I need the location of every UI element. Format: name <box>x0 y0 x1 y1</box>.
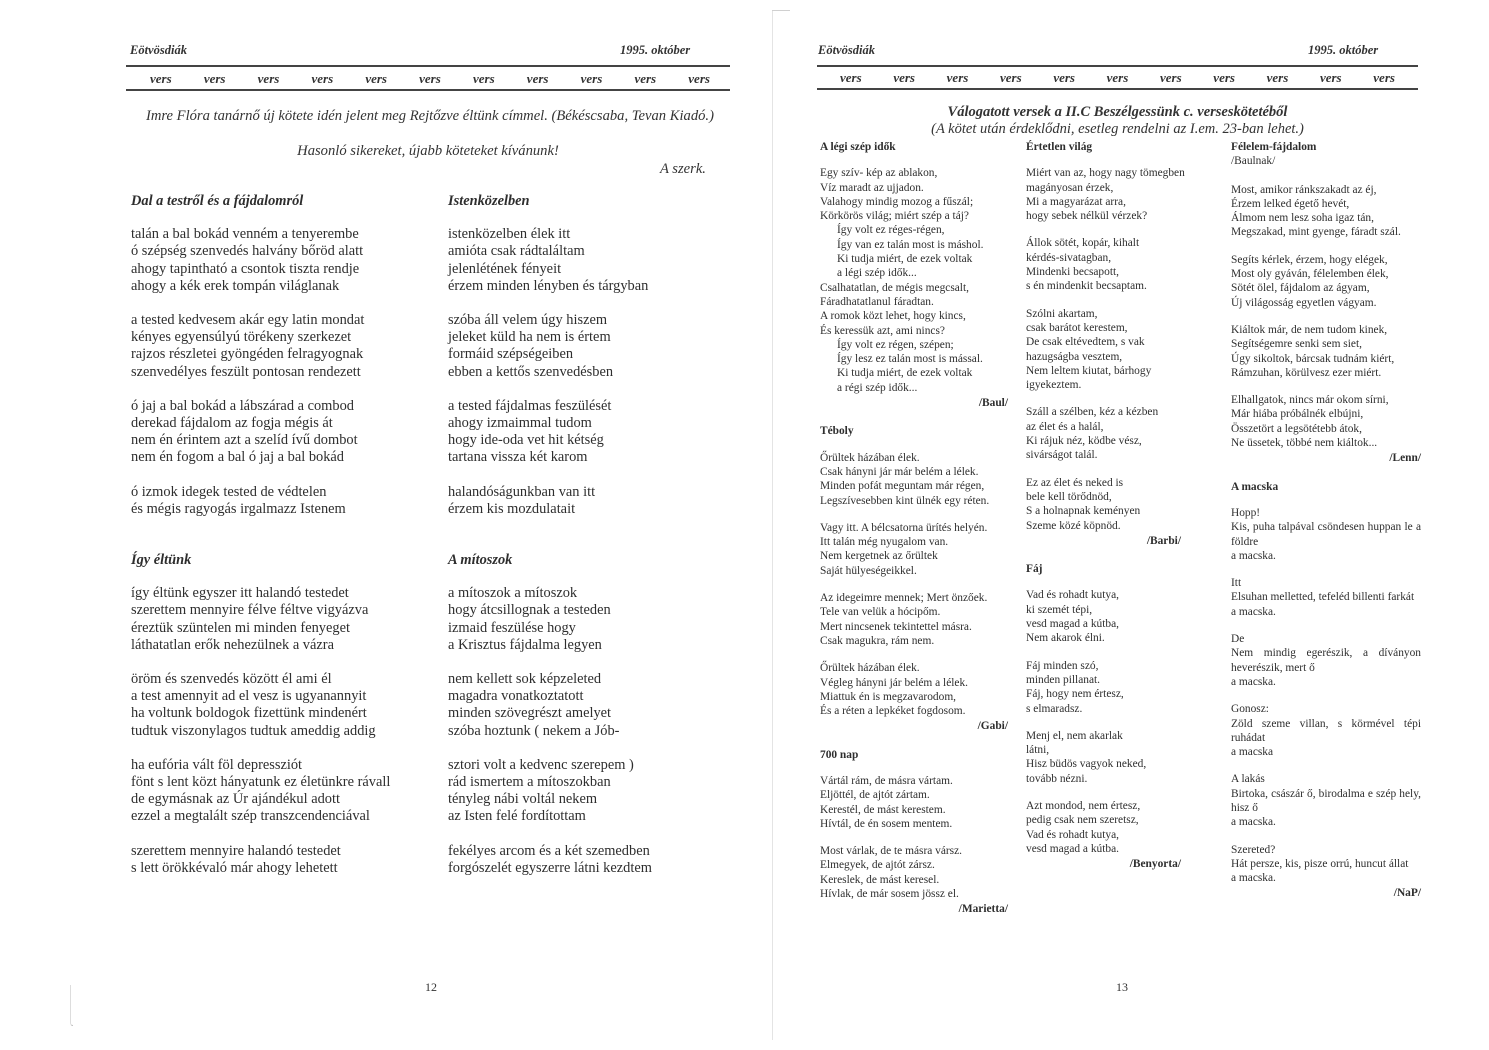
page-number-right: 13 <box>1116 980 1128 994</box>
poem-line: tovább nézni. <box>1026 772 1088 785</box>
poem-line: Fáj, hogy nem értesz, <box>1026 688 1124 701</box>
poem-line: ahogy a kék erek tompán világlanak <box>131 277 340 294</box>
poem-author: /Gabi/ <box>977 720 1008 733</box>
poem-line: Hívtál, de én sosem mentem. <box>820 817 953 830</box>
stanza <box>448 671 652 740</box>
section-label: vers <box>311 71 334 86</box>
poem-line: hogy átcsillognak a testeden <box>448 602 611 619</box>
poem-line: A romok közt lehet, hogy kincs, <box>820 310 966 323</box>
page-number-left: 12 <box>425 980 437 994</box>
stanza <box>820 166 1008 395</box>
poem-line: Vártál rám, de másra vártam. <box>820 774 953 787</box>
poem-line: Egy szív- kép az ablakon, <box>820 167 938 180</box>
section-label: vers <box>1266 70 1289 85</box>
poem-line: éreztük szüntelen mi minden fenyeget <box>131 619 350 636</box>
stanza <box>1026 799 1181 856</box>
stanza <box>448 398 648 467</box>
poem-line: Elsuhan melletted, tefeléd billenti farkát <box>1231 591 1415 604</box>
poem-line: Minden pofát meguntam már régen, <box>820 480 985 493</box>
poem-line: ahogy izmaimmal tudom <box>448 415 592 432</box>
poem-line: Vad és rohadt kutya, <box>1026 589 1119 602</box>
poem-line: Így van ez talán most is máshol. <box>837 238 984 251</box>
stanza <box>448 226 648 295</box>
poem-title: Fáj <box>1026 563 1043 576</box>
poem-line: a régi szép idők... <box>837 381 918 394</box>
poem-line: Az idegeimre mennek; Mert önzőek. <box>820 592 988 605</box>
poem-line: Itt <box>1231 577 1242 590</box>
poem-line: csak barátot kerestem, <box>1026 321 1128 334</box>
poem-line: halandóságunkban van itt <box>448 483 596 500</box>
poem-line: és mégis ragyogás irgalmazz Istenem <box>131 500 346 517</box>
section-label: vers <box>365 71 387 86</box>
poem-line: a Krisztus fájdalma legyen <box>448 636 602 653</box>
poem-line: Legszívesebben kint ülnék egy réten. <box>820 494 990 507</box>
poem-line: bele kell törődnöd, <box>1026 490 1112 503</box>
poem-line: Segítségemre senki sem siet, <box>1231 338 1362 351</box>
running-head-title-right: Eötvösdiák <box>818 43 875 57</box>
poem-line: ha eufória vált föl depressziót <box>131 756 303 773</box>
poem-line: a légi szép idők... <box>837 267 917 280</box>
poem-line: a mítoszok a mítoszok <box>448 585 578 602</box>
poem-line: Mindenki becsapott, <box>1026 266 1120 279</box>
section-label: vers <box>1213 70 1235 85</box>
poem-line: Most oly gyáván, félelemben élek, <box>1231 268 1389 281</box>
poem-column-1 <box>820 140 1008 931</box>
selection-heading: Válogatott versek a II.C Beszélgessünk c. verseskötetéből <box>947 104 1288 120</box>
header-rule-bottom-right <box>817 88 1418 90</box>
poem-line: Zöld szeme villan, s körmével tépi ruhádat <box>1231 717 1421 744</box>
poem-igy-eltunk <box>131 552 390 894</box>
stanza <box>1026 236 1181 293</box>
poem-line: magányosan érzek, <box>1026 181 1114 194</box>
poem-line: ezzel a megtalált szép transzcendenciával <box>131 808 370 825</box>
poem-line: a macska. <box>1231 549 1276 562</box>
poem-line: a macska. <box>1231 872 1276 885</box>
stanza <box>1026 476 1181 533</box>
poem-line: s én mindenkit becsaptam. <box>1026 280 1147 293</box>
selection-subheading: (A kötet után érdeklődni, esetleg rendelni az I.em. 23-ban lehet.) <box>931 121 1304 137</box>
poem-line: érzem minden lényben és tárgyban <box>448 277 649 294</box>
poem-line: ha voltunk boldogok fizettünk mindenért <box>131 705 367 722</box>
section-label: vers <box>203 71 226 86</box>
section-label: vers <box>1319 70 1342 85</box>
stanza <box>1231 702 1421 759</box>
poem-column-2 <box>1026 140 1185 885</box>
poem-title: Félelem-fájdalom <box>1231 141 1317 153</box>
section-label: vers <box>999 70 1022 85</box>
poem-author: /Lenn/ <box>1389 452 1421 465</box>
poem-line: jelenlétének fényeit <box>448 260 562 277</box>
poem-line: Vagy itt. A bélcsatorna ürítés helyén. <box>820 521 988 534</box>
poem-line: Kis, puha talpával csöndesen huppan le a földre <box>1231 521 1421 548</box>
poem-line: ebben a kettős szenvedésben <box>448 363 614 380</box>
poem-line: Hát persze, kis, pisze orrú, huncut állat <box>1231 857 1409 870</box>
stanza <box>1026 659 1181 716</box>
stanza <box>131 312 364 381</box>
stanza <box>448 757 652 826</box>
poem-line: az élet és a halál, <box>1026 420 1104 433</box>
poem-line: Elhallgatok, nincs már okom sírni, <box>1231 394 1389 407</box>
poem-author: /Baul/ <box>978 397 1008 410</box>
poem-line: rajzos részletei gyöngéden felragyognak <box>131 346 364 363</box>
poem-line: öröm és szenvedés között él ami él <box>131 671 332 688</box>
poem-line: látni, <box>1026 744 1050 757</box>
poem-line: vesd magad a kútba. <box>1026 842 1119 855</box>
poem-line: És keressük azt, ami nincs? <box>820 324 945 337</box>
poem-line: vesd magad a kútba, <box>1026 618 1119 631</box>
poem-line: hogy ide-oda vet hit kétség <box>448 432 604 449</box>
poem-line: ahogy tapintható a csontok tiszta rendje <box>131 260 360 277</box>
stanza <box>820 521 1008 578</box>
poem-line: Hívlak, de már sosem jössz el. <box>820 888 959 901</box>
poem-line: érzem kis mozdulatait <box>448 500 576 517</box>
poem-line: minden pillanat. <box>1026 673 1101 686</box>
page-edge-mark <box>772 10 790 11</box>
poem-line: izmaid feszülése hogy <box>448 619 576 636</box>
poem-line: jeleket küld ha nem is értem <box>448 329 611 346</box>
poem-line: Ki tudja miért, de ezek voltak <box>837 367 973 380</box>
stanza <box>448 484 648 518</box>
poem-istenkozelben <box>448 193 648 535</box>
poem-line: Kiáltok már, de nem tudom kinek, <box>1231 323 1388 336</box>
poem-line: Itt talán még nyugalom van. <box>820 536 949 549</box>
stanza <box>131 226 364 295</box>
poem-line: Csak magukra, rám nem. <box>820 634 935 647</box>
poem-line: s elmaradsz. <box>1026 702 1083 715</box>
poem-line: az Isten felé fordítottam <box>448 808 586 825</box>
poem-line: szerettem mennyire halandó testedet <box>131 842 341 859</box>
poem-line: De <box>1231 633 1245 646</box>
poem-line: Víz maradt az ujjadon. <box>820 181 924 194</box>
stanza <box>1231 772 1421 829</box>
poem-title: A légi szép idők <box>820 141 896 153</box>
poem-author: /Benyorta/ <box>1129 858 1181 871</box>
poem-line: Megszakad, mint gyenge, fáradt szál. <box>1231 226 1401 239</box>
poem-line: Sötét ölel, fájdalom az ágyam, <box>1231 282 1370 295</box>
stanza <box>448 585 652 654</box>
poem-line: tényleg nábi voltál nekem <box>448 791 598 808</box>
section-label: vers <box>688 71 710 86</box>
section-label: vers <box>893 70 915 85</box>
poem-line: Most várlak, de te másra vársz. <box>820 845 963 858</box>
poem-line: Csalhatatlan, de mégis megcsalt, <box>820 281 969 294</box>
stanza <box>131 585 390 654</box>
stanza <box>131 757 390 826</box>
poem-line: nem kellett sok képzeleted <box>448 671 602 688</box>
poem-line: láthatatlan erők nehezülnek a vázra <box>131 636 334 653</box>
poem-line: Fáradhatatlanul fáradtan. <box>820 295 934 308</box>
stanza <box>131 398 364 467</box>
poem-line: rád ismertem a mítoszokban <box>448 774 611 791</box>
poem-line: Valahogy mindig mozog a fűszál; <box>820 195 974 208</box>
stanza <box>448 312 648 381</box>
poem-line: kérdés-sivatagban, <box>1026 251 1112 264</box>
stanza <box>820 591 1008 648</box>
poem-line: Rámzuhan, körülvesz ezer miért. <box>1231 366 1382 379</box>
poem-title: Dal a testről és a fájdalomról <box>131 193 304 209</box>
running-head-date-right: 1995. október <box>1308 43 1379 57</box>
poem-title: Téboly <box>820 425 854 438</box>
stanza <box>1026 729 1181 786</box>
poem-line: Ez az élet és neked is <box>1026 476 1124 489</box>
poem-line: de egymásnak az Úr ajándékul adott <box>131 791 340 808</box>
poem-line: Körkörös világ; miért szép a táj? <box>820 210 969 223</box>
section-label: vers <box>840 70 862 85</box>
poem-line: sivárságot talál. <box>1026 449 1098 462</box>
poem-line: Hopp! <box>1231 506 1261 519</box>
section-label: vers <box>150 71 172 86</box>
poem-line: Mert nincsenek tekintettel másra. <box>820 620 972 633</box>
poem-line: szóba áll velem úgy hiszem <box>448 312 608 329</box>
poem-line: Most, amikor ránkszakadt az éj, <box>1231 183 1377 196</box>
stanza <box>131 843 390 877</box>
poem-line: ó szépség szenvedés halvány bőröd alatt <box>131 243 364 260</box>
poem-line: Elmegyek, de ajtót zársz. <box>820 859 935 872</box>
poem-line: Saját hülyeségeikkel. <box>820 564 917 577</box>
section-label: vers <box>946 70 969 85</box>
poem-line: ó izmok idegek tested de védtelen <box>131 483 327 500</box>
poem-line: forgószelét egyszerre látni kezdtem <box>448 859 652 876</box>
poem-line: a tested fájdalmas feszülését <box>448 397 612 414</box>
poem-line: szenvedélyes feszült pontosan rendezett <box>131 363 361 380</box>
poem-title: Így éltünk <box>131 552 192 568</box>
poem-line: fönt s lent közt hányatunk ez életünkre rávall <box>131 774 391 791</box>
poem-line: Gonosz: <box>1231 703 1269 716</box>
poem-line: tartana vissza két karom <box>448 449 588 466</box>
intro-paragraph: Imre Flóra tanárnő új kötete idén jelent meg Rejtőzve éltünk címmel. (Békéscsaba, Tevan Kiadó.) <box>146 108 714 124</box>
stanza <box>448 843 652 877</box>
section-label: vers <box>634 71 657 86</box>
poem-line: Érzem lelked égető hevét, <box>1231 197 1350 210</box>
stanza <box>1026 166 1185 223</box>
poem-line: amióta csak rádtaláltam <box>448 243 585 260</box>
poem-line: ki szemét tépi, <box>1026 603 1093 616</box>
section-label: vers <box>1106 70 1129 85</box>
poem-line: Fáj minden szó, <box>1026 659 1099 672</box>
poem-column-3 <box>1231 140 1421 915</box>
poem-line: Miattuk én is megzavarodom, <box>820 690 957 703</box>
poem-line: Állok sötét, kopár, kihalt <box>1026 237 1140 250</box>
poem-line: Ne üssetek, többé nem kiáltok... <box>1231 437 1378 450</box>
poem-line: szerettem mennyire félve féltve vigyázva <box>131 602 369 619</box>
poem-line: Szólni akartam, <box>1026 307 1098 320</box>
poem-line: talán a bal bokád venném a tenyerembe <box>131 226 359 243</box>
poem-line: szóba hoztunk ( nekem a Jób- <box>448 722 620 739</box>
poem-line: Ki rájuk néz, ködbe vész, <box>1026 435 1142 448</box>
stanza <box>820 661 1008 718</box>
stanza <box>1231 506 1421 563</box>
stanza <box>1231 183 1421 240</box>
poem-line: Száll a szélben, kéz a kézben <box>1026 406 1159 419</box>
poem-author: /Marietta/ <box>958 903 1008 916</box>
section-label: vers <box>472 71 495 86</box>
poem-dedication: /Baulnak/ <box>1231 155 1276 168</box>
poem-line: Nem kergetnek az őrültek <box>820 550 938 563</box>
stanza <box>1026 307 1181 393</box>
poem-line: Összetört a legsötétebb átok, <box>1231 422 1362 435</box>
stanza <box>1231 843 1421 886</box>
poem-line: a macska. <box>1231 605 1276 618</box>
poem-line: Új világosság egyetlen vágyam. <box>1231 296 1377 309</box>
poem-line: Segíts kérlek, érzem, hogy elégek, <box>1231 253 1388 266</box>
poem-line: hazugságba vesztem, <box>1026 350 1123 363</box>
poem-line: s lett örökkévaló már ahogy lehetett <box>131 859 338 876</box>
poem-line: a macska. <box>1231 816 1276 829</box>
poem-line: Tele van velük a hócipőm. <box>820 606 941 619</box>
poem-title: Értetlen világ <box>1026 141 1093 153</box>
poem-line: minden szövegrészt amelyet <box>448 705 612 722</box>
section-label-bar-right <box>840 70 1395 86</box>
poem-line: istenközelben élek itt <box>448 226 571 243</box>
poem-line: Nem mindig egerészik, a díványon heverészik, mert ő <box>1231 647 1421 674</box>
poem-line: Így volt ez régen, szépen; <box>837 338 954 351</box>
poem-line: Őrültek házában élek. <box>820 662 920 675</box>
poem-line: így éltünk egyszer itt halandó testedet <box>131 585 349 602</box>
poem-line: Már hiába próbálnék elbújni, <box>1231 408 1364 421</box>
poem-line: És a réten a lepkéket fogdosom. <box>820 705 966 718</box>
stanza <box>1231 393 1421 450</box>
poem-line: Kerestél, de mást kerestem. <box>820 803 946 816</box>
poem-line: nem én érintem azt a szelíd ívű dombot <box>131 432 358 449</box>
poem-line: hogy sebek nélkül vérzek? <box>1026 210 1148 223</box>
poem-line: sztori volt a kedvenc szerepem ) <box>448 756 634 773</box>
poem-line: a macska. <box>1231 675 1276 688</box>
poem-line: Úgy sikoltok, bárcsak tudnám kiért, <box>1231 352 1395 365</box>
poem-line: magadra vonatkoztatott <box>448 688 584 705</box>
poem-line: A lakás <box>1231 773 1265 786</box>
scan-artifact <box>70 985 73 1026</box>
poem-line: Őrültek házában élek. <box>820 451 920 464</box>
poem-dal-a-testrol <box>131 193 364 535</box>
editor-signature: A szerk. <box>660 161 706 177</box>
poem-line: ó jaj a bal bokád a lábszárad a combod <box>131 397 354 414</box>
poem-title: A macska <box>1231 480 1279 493</box>
poem-line: fekélyes arcom és a két szemedben <box>448 842 650 859</box>
poem-title: 700 nap <box>820 748 859 761</box>
poem-line: Nem leltem kiutat, bárhogy <box>1026 364 1152 377</box>
section-label: vers <box>580 71 603 86</box>
poem-line: Mi a magyarázat arra, <box>1026 195 1126 208</box>
section-label: vers <box>419 71 441 86</box>
section-label: vers <box>1159 70 1182 85</box>
poem-line: kényes egyensúlyú törékeny szerkezet <box>131 329 352 346</box>
wish-line: Hasonló sikereket, újabb köteteket kívánunk! <box>297 143 559 159</box>
poem-line: a tested kedvesem akár egy latin mondat <box>131 312 365 329</box>
poem-a-mitoszok <box>448 552 652 894</box>
poem-line: Így volt ez réges-régen, <box>837 224 945 237</box>
poem-line: formáid szépségeiben <box>448 346 574 363</box>
stanza <box>1231 576 1421 619</box>
header-rule-top <box>126 65 730 67</box>
stanza <box>820 451 1008 508</box>
section-label: vers <box>257 71 280 86</box>
section-label: vers <box>1373 70 1395 85</box>
poem-line: Kereslek, de mást keresel. <box>820 873 940 886</box>
section-label-bar <box>150 71 710 87</box>
poem-line: Szereted? <box>1231 843 1276 856</box>
header-rule-top-right <box>817 65 1418 67</box>
stanza <box>1231 323 1421 380</box>
stanza <box>820 774 1008 831</box>
poem-line: a macska <box>1231 746 1274 759</box>
poem-line: Birtoka, császár ő, birodalma e szép hely, hisz ő <box>1231 787 1421 814</box>
section-label: vers <box>526 71 549 86</box>
poem-line: Álmom nem lesz soha igaz tán, <box>1231 212 1374 225</box>
stanza <box>1231 253 1421 310</box>
stanza <box>1231 632 1421 689</box>
stanza <box>131 484 364 518</box>
poem-line: pedig csak nem szeretsz, <box>1026 814 1139 827</box>
header-rule-bottom <box>126 89 730 91</box>
poem-line: Azt mondod, nem értesz, <box>1026 799 1141 812</box>
poem-line: Eljöttél, de ajtót zártam. <box>820 789 930 802</box>
stanza <box>1026 588 1181 645</box>
poem-line: igyekeztem. <box>1026 379 1082 392</box>
stanza <box>1026 405 1181 462</box>
poem-line: Hisz büdös vagyok neked, <box>1026 758 1147 771</box>
running-head-date: 1995. október <box>620 43 691 57</box>
page-fold-line <box>772 10 773 1040</box>
poem-line: a test amennyit ad el vesz is ugyanannyit <box>131 688 367 705</box>
poem-line: Nem akarok élni. <box>1026 632 1105 645</box>
poem-line: S a holnapnak keményen <box>1026 505 1141 518</box>
running-head-title: Eötvösdiák <box>130 43 187 57</box>
poem-line: Így lesz ez talán most is mással. <box>837 353 983 366</box>
poem-line: De csak eltévedtem, s vak <box>1026 336 1145 349</box>
poem-line: Vad és rohadt kutya, <box>1026 828 1119 841</box>
poem-title: Istenközelben <box>448 193 530 209</box>
poem-line: derekad fájdalom az fogja mégis át <box>131 415 333 432</box>
section-label: vers <box>1053 70 1075 85</box>
poem-line: Miért van az, hogy nagy tömegben <box>1026 167 1185 180</box>
poem-line: nem én fogom a bal ó jaj a bal bokád <box>131 449 344 466</box>
poem-line: Csak hányni jár már belém a lélek. <box>820 465 979 478</box>
poem-line: Szeme közé köpnöd. <box>1026 519 1121 532</box>
poem-line: Ki tudja miért, de ezek voltak <box>837 253 973 266</box>
poem-author: /Barbi/ <box>1146 534 1181 547</box>
stanza <box>131 671 390 740</box>
poem-line: Menj el, nem akarlak <box>1026 729 1123 742</box>
poem-line: Végleg hányni jár belém a lélek. <box>820 676 969 689</box>
stanza <box>820 844 1008 901</box>
poem-author: /NaP/ <box>1393 887 1421 900</box>
poem-title: A mítoszok <box>448 552 513 568</box>
poem-line: tudtuk viszonylagos tudtuk ameddig addig <box>131 722 376 739</box>
